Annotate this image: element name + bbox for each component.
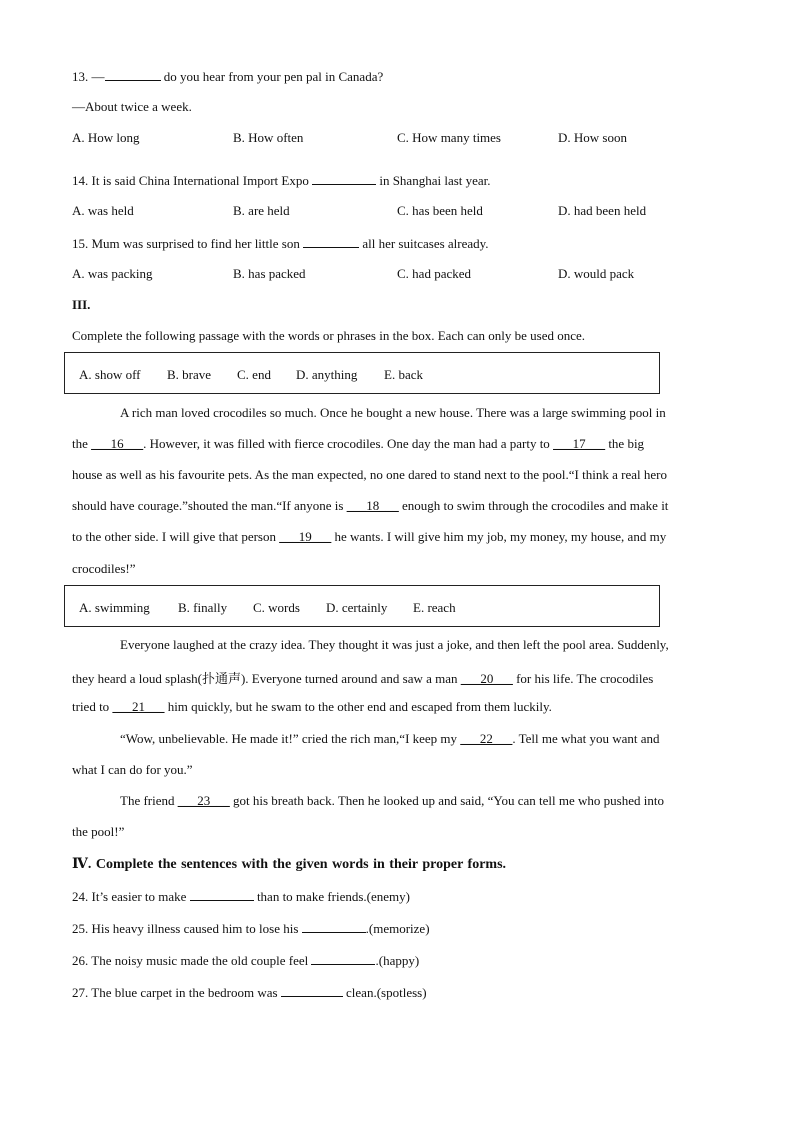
- passage-4-line-1: [120, 793, 664, 809]
- blank-20[interactable]: ___20___: [460, 671, 513, 686]
- word-box-2-d: D. certainly: [326, 600, 388, 615]
- section-3-heading: III.: [72, 297, 91, 312]
- passage-2-line-3: [72, 699, 552, 715]
- word-box-2: [64, 585, 660, 627]
- text: should have courage.”shouted the man.“If anyone is: [72, 498, 347, 513]
- q13-option-a[interactable]: A. How long: [72, 130, 140, 145]
- q27-blank[interactable]: [281, 984, 343, 997]
- text: tried to: [72, 699, 113, 714]
- question-15: [72, 235, 489, 252]
- text: for his life. The crocodiles: [512, 671, 654, 686]
- q13-blank[interactable]: [105, 68, 161, 81]
- q15-option-b[interactable]: B. has packed: [233, 266, 306, 281]
- q13-followup: —About twice a week.: [72, 99, 192, 114]
- passage-1-line-2: [72, 436, 644, 452]
- word-box-2-c: C. words: [253, 600, 300, 615]
- text: clean.(spotless): [342, 985, 427, 1000]
- passage-1-line-4: [72, 498, 668, 514]
- q24-blank[interactable]: [190, 888, 254, 901]
- passage-1-line-1: A rich man loved crocodiles so much. Once he bought a new house. There was a large swimming pool in: [120, 405, 666, 420]
- word-box-1: [64, 352, 660, 394]
- q14-option-a[interactable]: A. was held: [72, 203, 134, 218]
- q14-option-d[interactable]: D. had been held: [558, 203, 647, 218]
- blank-17[interactable]: ___17___: [553, 436, 606, 451]
- q15-option-d[interactable]: D. would pack: [558, 266, 635, 281]
- q26-blank[interactable]: [311, 952, 375, 965]
- blank-23[interactable]: ___23___: [177, 793, 230, 808]
- q14-blank[interactable]: [312, 172, 376, 185]
- q15-prompt-end: all her suitcases already.: [359, 236, 489, 251]
- q25-blank[interactable]: [302, 920, 366, 933]
- blank-18[interactable]: ___18___: [346, 498, 399, 513]
- q14-prompt-end: in Shanghai last year.: [376, 173, 491, 188]
- text: than to make friends.(enemy): [253, 889, 410, 904]
- text: 26. The noisy music made the old couple feel: [72, 953, 312, 968]
- text: 25. His heavy illness caused him to lose his: [72, 921, 302, 936]
- passage-2-line-1: Everyone laughed at the crazy idea. They thought it was just a joke, and then left the pool area. Suddenly,: [120, 637, 669, 652]
- q15-prompt-start: 15. Mum was surprised to find her little son: [72, 236, 304, 251]
- passage-1-line-6: crocodiles!”: [72, 561, 136, 576]
- word-box-1-d: D. anything: [296, 367, 358, 382]
- q15-blank[interactable]: [303, 235, 359, 248]
- q13-option-c[interactable]: C. How many times: [397, 130, 501, 145]
- question-14: [72, 172, 491, 189]
- section-3-instruction: Complete the following passage with the words or phrases in the box. Each can only be used once.: [72, 328, 586, 343]
- text: the: [72, 436, 92, 451]
- word-box-2-b: B. finally: [178, 600, 228, 615]
- q14-option-b[interactable]: B. are held: [233, 203, 290, 218]
- text: .(memorize): [365, 921, 430, 936]
- q13-prompt-end: do you hear from your pen pal in Canada?: [160, 69, 384, 84]
- text: . Tell me what you want and: [512, 731, 660, 746]
- text: The friend: [120, 793, 178, 808]
- text: enough to swim through the crocodiles and make it: [398, 498, 669, 513]
- question-26: [72, 952, 419, 969]
- passage-3-line-2: what I can do for you.”: [72, 762, 193, 777]
- text: he wants. I will give him my job, my money, my house, and my: [331, 529, 667, 544]
- word-box-2-a: A. swimming: [79, 600, 150, 615]
- text: 24. It’s easier to make: [72, 889, 190, 904]
- passage-3-line-1: [120, 731, 660, 747]
- word-box-1-b: B. brave: [167, 367, 212, 382]
- word-box-1-c: C. end: [237, 367, 271, 382]
- blank-16[interactable]: ___16___: [91, 436, 144, 451]
- question-13: [72, 68, 383, 85]
- text: to the other side. I will give that person: [72, 529, 280, 544]
- q15-option-a[interactable]: A. was packing: [72, 266, 153, 281]
- question-24: [72, 888, 410, 905]
- passage-1-line-5: [72, 529, 666, 545]
- text: . However, it was filled with fierce crocodiles. One day the man had a party to: [143, 436, 554, 451]
- text: got his breath back. Then he looked up and said, “You can tell me who pushed into: [229, 793, 664, 808]
- section-4-heading: Ⅳ. Complete the sentences with the given words in their proper forms.: [72, 857, 507, 872]
- blank-19[interactable]: ___19___: [279, 529, 332, 544]
- q14-prompt-start: 14. It is said China International Import Expo: [72, 173, 313, 188]
- passage-2-line-2: [72, 668, 653, 687]
- word-box-1-a: A. show off: [79, 367, 141, 382]
- q14-option-c[interactable]: C. has been held: [397, 203, 483, 218]
- blank-22[interactable]: ___22___: [460, 731, 513, 746]
- question-25: [72, 920, 430, 937]
- q13-option-d[interactable]: D. How soon: [558, 130, 627, 145]
- q15-option-c[interactable]: C. had packed: [397, 266, 472, 281]
- text: the big: [605, 436, 645, 451]
- text: they heard a loud splash(扑通声). Everyone turned around and saw a man: [72, 671, 461, 686]
- word-box-1-e: E. back: [384, 367, 423, 382]
- q13-prompt-start: 13. —: [72, 69, 105, 84]
- text: 27. The blue carpet in the bedroom was: [72, 985, 281, 1000]
- passage-1-line-3: house as well as his favourite pets. As the man expected, no one dared to stand next to the pool.“I think a real hero: [72, 467, 667, 482]
- blank-21[interactable]: ___21___: [112, 699, 165, 714]
- q13-option-b[interactable]: B. How often: [233, 130, 304, 145]
- text: “Wow, unbelievable. He made it!” cried the rich man,“I keep my: [120, 731, 461, 746]
- text: him quickly, but he swam to the other end and escaped from them luckily.: [164, 699, 552, 714]
- text: .(happy): [375, 953, 420, 968]
- passage-4-line-2: the pool!”: [72, 824, 125, 839]
- question-27: [72, 984, 427, 1001]
- word-box-2-e: E. reach: [413, 600, 456, 615]
